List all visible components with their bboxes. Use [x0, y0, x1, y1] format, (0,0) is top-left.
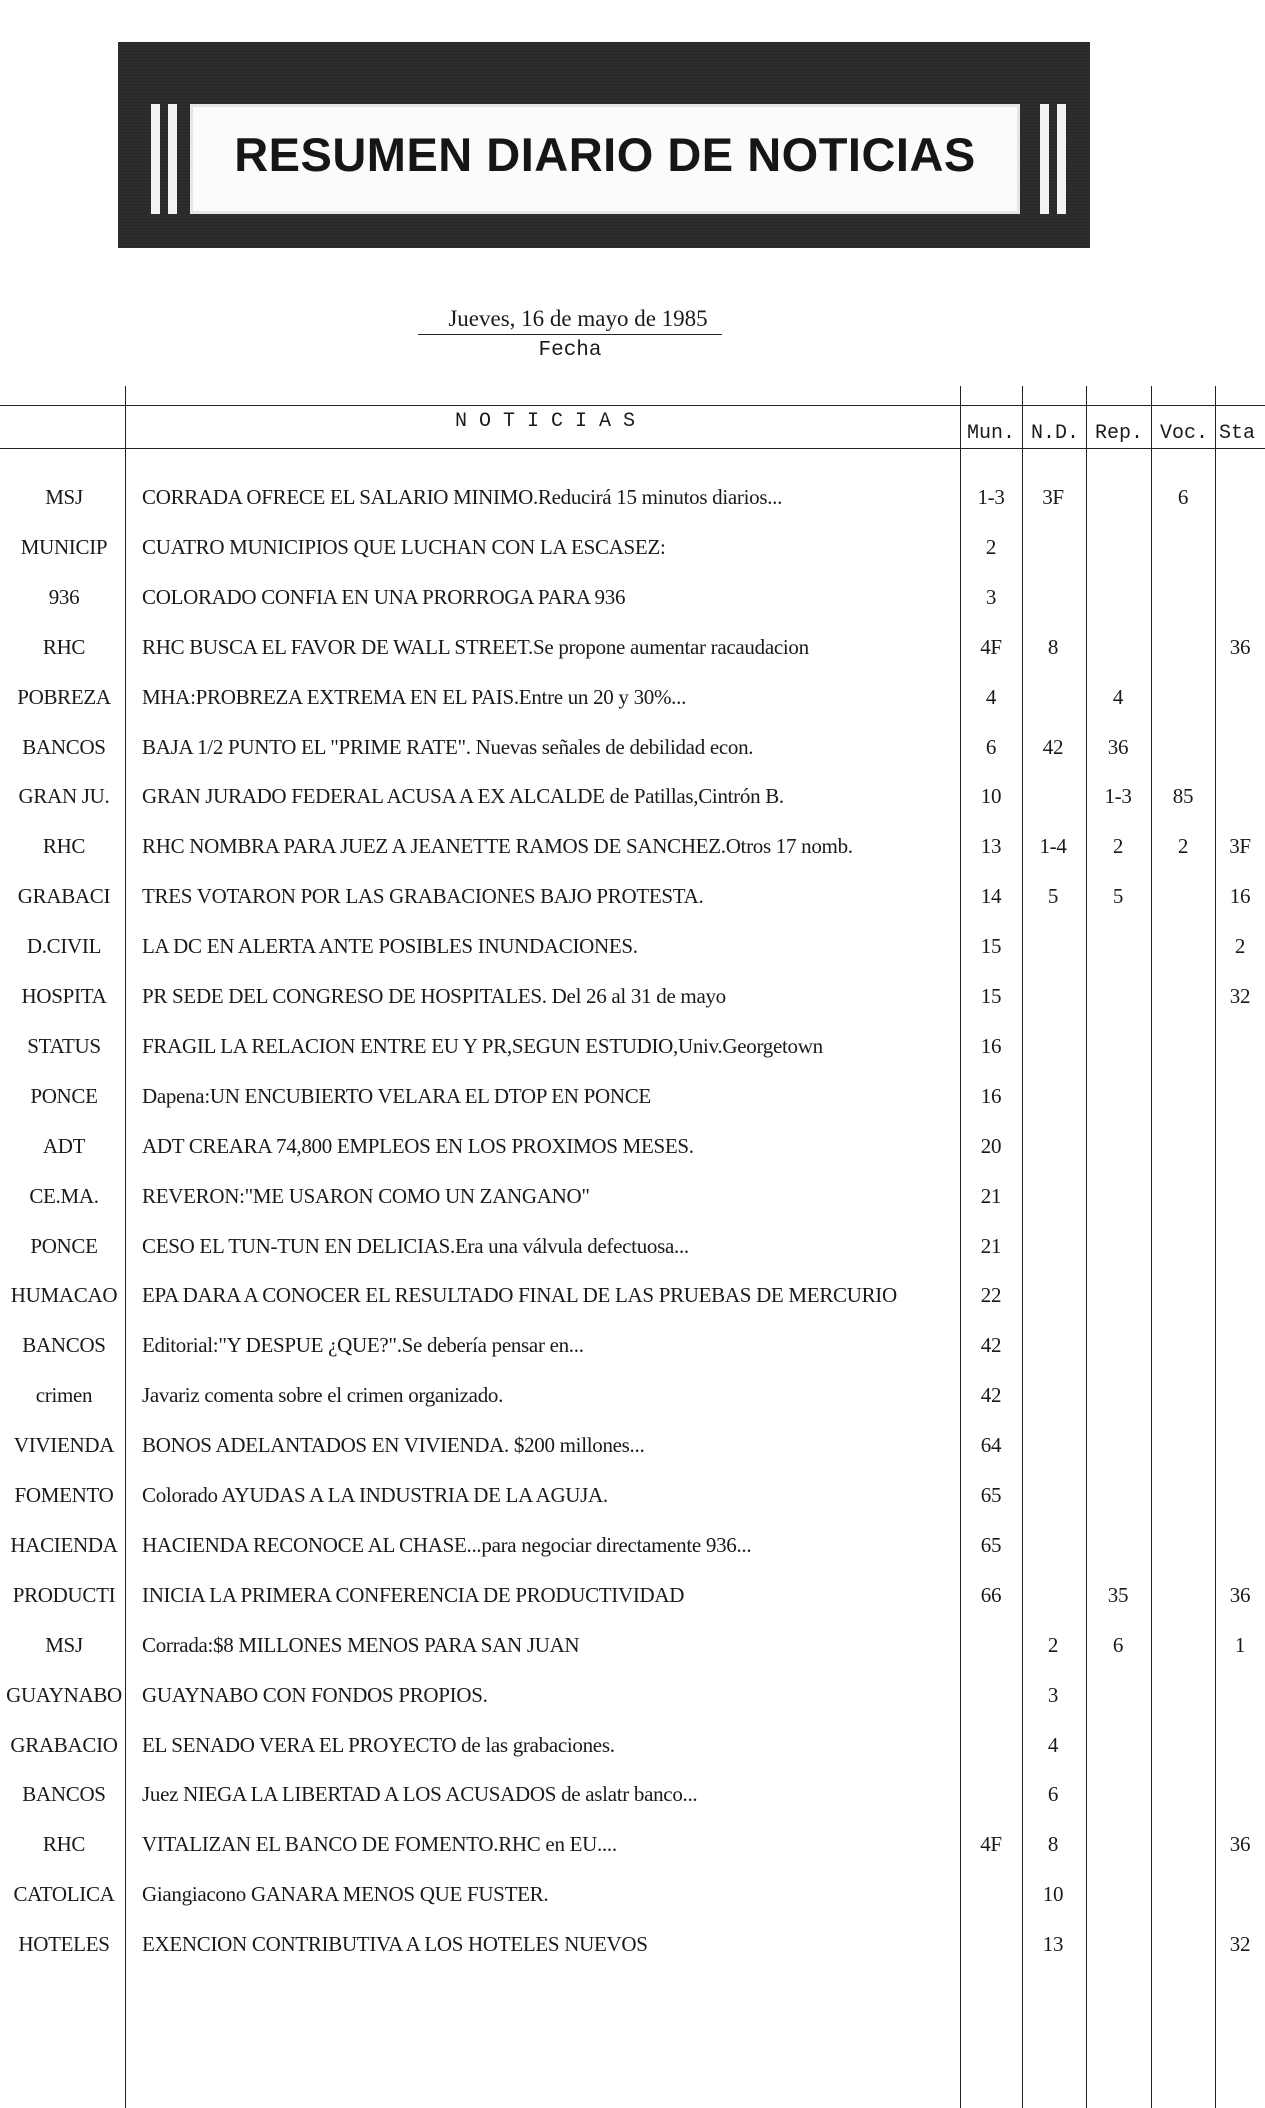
table-row	[0, 1533, 1265, 1583]
banner-left-bar-inner	[168, 104, 177, 214]
table-row	[0, 485, 1265, 535]
table-row	[0, 1882, 1265, 1932]
row-headline: EL SENADO VERA EL PROYECTO de las grabaciones.	[142, 1732, 615, 1757]
row-headline: PR SEDE DEL CONGRESO DE HOSPITALES. Del 26 al 31 de mayo	[142, 984, 726, 1008]
row-mun-page: 42	[980, 1383, 1002, 1408]
row-mun-page: 4F	[980, 1832, 1002, 1857]
banner-right-bar-inner	[1040, 104, 1049, 214]
row-tag: ADT	[42, 1133, 86, 1158]
row-tag: HACIENDA	[10, 1532, 118, 1557]
row-mun-page: 64	[980, 1433, 1002, 1458]
row-tag: BANCOS	[22, 1333, 106, 1358]
row-sta-page: 3F	[1229, 834, 1251, 859]
row-mun-page: 16	[980, 1083, 1002, 1108]
row-headline: CORRADA OFRECE EL SALARIO MINIMO.Reducirá 15 minutos diarios...	[142, 485, 783, 509]
row-voc-page: 2	[1177, 834, 1189, 859]
row-nd-page: 4	[1047, 1732, 1059, 1757]
table-row	[0, 834, 1265, 884]
row-mun-page: 2	[985, 534, 997, 559]
row-tag: CE.MA.	[29, 1183, 99, 1208]
row-nd-page: 3	[1047, 1682, 1059, 1707]
row-headline: Javariz comenta sobre el crimen organizado.	[142, 1383, 504, 1408]
row-tag: RHC	[42, 634, 86, 659]
banner-title-box	[190, 104, 1020, 214]
row-headline: REVERON:"ME USARON COMO UN ZANGANO"	[142, 1183, 590, 1208]
row-headline: Juez NIEGA LA LIBERTAD A LOS ACUSADOS de aslatr banco...	[142, 1782, 698, 1807]
row-tag: HUMACAO	[10, 1283, 118, 1308]
row-headline: Dapena:UN ENCUBIERTO VELARA EL DTOP EN PONCE	[142, 1083, 651, 1108]
row-tag: VIVIENDA	[13, 1433, 115, 1458]
row-headline: MHA:PROBREZA EXTREMA EN EL PAIS.Entre un 20 y 30%...	[142, 684, 687, 709]
table-row	[0, 784, 1265, 834]
row-tag: STATUS	[27, 1033, 101, 1058]
row-headline: INICIA LA PRIMERA CONFERENCIA DE PRODUCTIVIDAD	[142, 1582, 685, 1607]
row-tag: MUNICIP	[20, 534, 108, 559]
column-header-rep: Rep.	[1094, 422, 1143, 445]
row-tag: GRAN JU.	[18, 784, 110, 809]
column-header-mun: Mun.	[966, 422, 1015, 445]
row-headline: CESO EL TUN-TUN EN DELICIAS.Era una válvula defectuosa...	[142, 1233, 689, 1258]
table-row	[0, 585, 1265, 635]
title-banner	[118, 42, 1090, 248]
row-mun-page: 65	[980, 1532, 1002, 1557]
table-row	[0, 1483, 1265, 1533]
table-row	[0, 1683, 1265, 1733]
row-tag: GUAYNABO	[6, 1682, 122, 1707]
table-row	[0, 1733, 1265, 1783]
row-mun-page: 6	[985, 734, 997, 759]
row-nd-page: 8	[1047, 634, 1059, 659]
row-mun-page: 15	[980, 984, 1002, 1008]
date-caption: Fecha	[538, 339, 602, 362]
row-tag: PONCE	[30, 1233, 98, 1258]
row-headline: Corrada:$8 MILLONES MENOS PARA SAN JUAN	[142, 1632, 580, 1657]
row-sta-page: 1	[1234, 1632, 1246, 1657]
row-nd-page: 6	[1047, 1782, 1059, 1807]
table-row	[0, 884, 1265, 934]
row-tag: POBREZA	[17, 684, 111, 709]
row-tag: CATOLICA	[13, 1882, 115, 1907]
row-headline: GRAN JURADO FEDERAL ACUSA A EX ALCALDE de Patillas,Cintrón B.	[142, 784, 784, 809]
row-mun-page: 66	[980, 1582, 1002, 1607]
row-headline: GUAYNABO CON FONDOS PROPIOS.	[142, 1682, 488, 1707]
row-mun-page: 15	[980, 934, 1002, 959]
row-headline: BONOS ADELANTADOS EN VIVIENDA. $200 millones...	[142, 1433, 645, 1458]
row-rep-page: 5	[1112, 884, 1124, 909]
row-tag: RHC	[42, 834, 86, 859]
row-headline: CUATRO MUNICIPIOS QUE LUCHAN CON LA ESCASEZ:	[142, 534, 666, 559]
table-header-rule	[0, 448, 1265, 449]
column-header-voc: Voc.	[1159, 422, 1208, 445]
row-mun-page: 42	[980, 1333, 1002, 1358]
row-sta-page: 36	[1229, 634, 1251, 659]
table-top-rule	[0, 405, 1265, 406]
row-tag: PONCE	[30, 1083, 98, 1108]
row-tag: crimen	[35, 1383, 93, 1408]
table-row	[0, 1184, 1265, 1234]
row-nd-page: 1-4	[1039, 834, 1067, 859]
row-headline: RHC NOMBRA PARA JUEZ A JEANETTE RAMOS DE SANCHEZ.Otros 17 nomb.	[142, 834, 853, 859]
row-voc-page: 6	[1177, 485, 1189, 509]
row-mun-page: 10	[980, 784, 1002, 809]
table-row	[0, 535, 1265, 585]
row-sta-page: 32	[1229, 984, 1251, 1008]
row-tag: RHC	[42, 1832, 86, 1857]
row-sta-page: 32	[1229, 1932, 1251, 1957]
row-headline: Colorado AYUDAS A LA INDUSTRIA DE LA AGUJA.	[142, 1483, 608, 1507]
row-voc-page: 85	[1172, 784, 1194, 809]
table-row	[0, 735, 1265, 785]
row-headline: ADT CREARA 74,800 EMPLEOS EN LOS PROXIMOS MESES.	[142, 1133, 694, 1158]
row-nd-page: 10	[1042, 1882, 1064, 1907]
row-mun-page: 65	[980, 1483, 1002, 1507]
row-mun-page: 22	[980, 1283, 1002, 1308]
row-headline: Giangiacono GANARA MENOS QUE FUSTER.	[142, 1882, 549, 1907]
row-headline: LA DC EN ALERTA ANTE POSIBLES INUNDACIONES.	[142, 934, 638, 959]
row-nd-page: 5	[1047, 884, 1059, 909]
column-header-news: N O T I C I A S	[454, 410, 636, 433]
table-row	[0, 1034, 1265, 1084]
row-nd-page: 42	[1042, 734, 1064, 759]
row-mun-page: 20	[980, 1133, 1002, 1158]
row-tag: GRABACI	[17, 884, 111, 909]
table-row	[0, 1433, 1265, 1483]
row-mun-page: 14	[980, 884, 1002, 909]
date-value: Jueves, 16 de mayo de 1985	[418, 306, 721, 335]
row-headline: RHC BUSCA EL FAVOR DE WALL STREET.Se propone aumentar racaudacion	[142, 634, 809, 659]
table-row	[0, 984, 1265, 1034]
row-nd-page: 2	[1047, 1632, 1059, 1657]
row-rep-page: 36	[1107, 734, 1129, 759]
row-sta-page: 16	[1229, 884, 1251, 909]
row-tag: MSJ	[45, 1632, 83, 1657]
column-header-sta: Sta	[1219, 422, 1256, 445]
row-mun-page: 4F	[980, 634, 1002, 659]
row-rep-page: 2	[1112, 834, 1124, 859]
row-mun-page: 4	[985, 684, 997, 709]
row-tag: BANCOS	[22, 734, 106, 759]
row-sta-page: 2	[1234, 934, 1246, 959]
table-row	[0, 1333, 1265, 1383]
table-row	[0, 685, 1265, 735]
table-row	[0, 1782, 1265, 1832]
banner-left-bar-outer	[151, 104, 160, 214]
row-tag: HOTELES	[18, 1932, 110, 1957]
row-headline: EXENCION CONTRIBUTIVA A LOS HOTELES NUEVOS	[142, 1932, 648, 1957]
banner-right-bar-outer	[1057, 104, 1066, 214]
table-row	[0, 1383, 1265, 1433]
row-headline: COLORADO CONFIA EN UNA PRORROGA PARA 936	[142, 584, 626, 609]
row-sta-page: 36	[1229, 1832, 1251, 1857]
row-mun-page: 13	[980, 834, 1002, 859]
table-row	[0, 1134, 1265, 1184]
row-nd-page: 3F	[1042, 485, 1064, 509]
row-mun-page: 21	[980, 1183, 1002, 1208]
table-row	[0, 635, 1265, 685]
table-row	[0, 1084, 1265, 1134]
row-nd-page: 8	[1047, 1832, 1059, 1857]
row-tag: D.CIVIL	[26, 934, 102, 959]
table-row	[0, 1283, 1265, 1333]
row-tag: PRODUCTI	[12, 1582, 116, 1607]
row-tag: BANCOS	[22, 1782, 106, 1807]
row-tag: MSJ	[45, 485, 83, 509]
table-row	[0, 1583, 1265, 1633]
table-row	[0, 934, 1265, 984]
date-block	[380, 306, 760, 362]
row-headline: FRAGIL LA RELACION ENTRE EU Y PR,SEGUN ESTUDIO,Univ.Georgetown	[142, 1033, 823, 1058]
row-rep-page: 35	[1107, 1582, 1129, 1607]
row-tag: 936	[48, 584, 80, 609]
row-headline: Editorial:"Y DESPUE ¿QUE?".Se debería pensar en...	[142, 1333, 584, 1358]
column-header-nd: N.D.	[1030, 422, 1079, 445]
row-headline: HACIENDA RECONOCE AL CHASE...para negociar directamente 936...	[142, 1532, 752, 1557]
row-tag: GRABACIO	[10, 1732, 118, 1757]
row-headline: EPA DARA A CONOCER EL RESULTADO FINAL DE LAS PRUEBAS DE MERCURIO	[142, 1283, 897, 1308]
row-rep-page: 4	[1112, 684, 1124, 709]
row-nd-page: 13	[1042, 1932, 1064, 1957]
table-row	[0, 1633, 1265, 1683]
table-row	[0, 1932, 1265, 1982]
page-title: RESUMEN DIARIO DE NOTICIAS	[234, 128, 976, 181]
row-tag: HOSPITA	[21, 984, 107, 1008]
row-mun-page: 21	[980, 1233, 1002, 1258]
row-rep-page: 6	[1112, 1632, 1124, 1657]
row-headline: BAJA 1/2 PUNTO EL "PRIME RATE". Nuevas señales de debilidad econ.	[142, 734, 754, 759]
table-row	[0, 1832, 1265, 1882]
row-mun-page: 3	[985, 584, 997, 609]
row-sta-page: 36	[1229, 1582, 1251, 1607]
row-headline: VITALIZAN EL BANCO DE FOMENTO.RHC en EU....	[142, 1832, 617, 1857]
row-rep-page: 1-3	[1104, 784, 1132, 809]
row-tag: FOMENTO	[14, 1483, 114, 1507]
row-headline: TRES VOTARON POR LAS GRABACIONES BAJO PROTESTA.	[142, 884, 704, 909]
row-mun-page: 1-3	[977, 485, 1005, 509]
table-row	[0, 1234, 1265, 1284]
row-mun-page: 16	[980, 1033, 1002, 1058]
